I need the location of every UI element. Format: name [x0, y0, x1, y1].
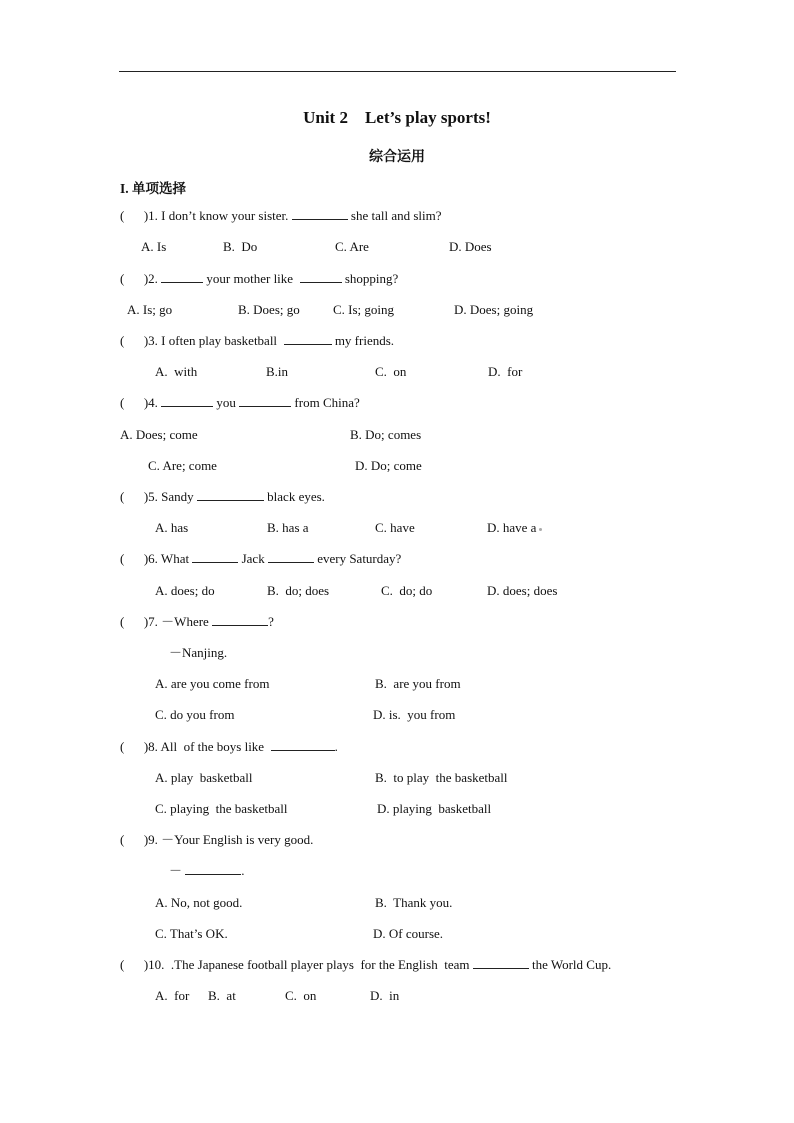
option: C. Are; come — [148, 458, 217, 473]
option: C. on — [285, 988, 317, 1003]
option: D. in — [370, 988, 400, 1003]
option: C. do; do — [381, 583, 433, 598]
answer-blank — [197, 489, 264, 501]
option: C. on — [375, 364, 407, 379]
question-7: ( )7. －Where ? — [120, 614, 274, 629]
answer-blank — [185, 863, 241, 875]
answer-blank — [300, 271, 342, 283]
answer-bracket[interactable]: ( ) — [120, 957, 149, 972]
answer-blank — [161, 271, 203, 283]
option: D. Of course. — [373, 926, 444, 941]
option: B. do; does — [267, 583, 330, 598]
answer-blank — [192, 551, 238, 563]
option: A. play basketball — [155, 770, 253, 785]
answer-bracket[interactable]: ( ) — [120, 739, 149, 754]
option: B. to play the basketball — [375, 770, 508, 785]
answer-blank — [161, 395, 213, 407]
option: D. have a — [487, 520, 542, 536]
page-title: Unit 2 Let’s play sports! — [303, 108, 491, 127]
option: A. with — [155, 364, 198, 379]
question-5: ( )5. Sandy black eyes. — [120, 489, 325, 504]
option: A. Is — [141, 239, 167, 254]
option: B. Does; go — [238, 302, 300, 317]
page-subtitle: 综合运用 — [369, 150, 425, 165]
option: D. is. you from — [373, 707, 456, 722]
option: A. has — [155, 520, 189, 535]
option: B.in — [266, 364, 289, 379]
question-8: ( )8. All of the boys like . — [120, 739, 338, 754]
answer-blank — [284, 333, 332, 345]
option: C. Are — [335, 239, 369, 254]
option: D. Does — [449, 239, 492, 254]
dialogue-reply: － . — [169, 863, 245, 878]
answer-bracket[interactable]: ( ) — [120, 208, 149, 223]
answer-blank — [292, 208, 348, 220]
option: B. has a — [267, 520, 309, 535]
question-6: ( )6. What Jack every Saturday? — [120, 551, 402, 566]
option: B. Do — [223, 239, 258, 254]
option: A. Does; come — [120, 427, 198, 442]
option: C. have — [375, 520, 415, 535]
option: A. are you come from — [155, 676, 270, 691]
answer-bracket[interactable]: ( ) — [120, 395, 149, 410]
answer-bracket[interactable]: ( ) — [120, 614, 149, 629]
section-heading: I. 单项选择 — [120, 181, 187, 196]
option: A. does; do — [155, 583, 215, 598]
option: D. playing basketball — [377, 801, 492, 816]
answer-bracket[interactable]: ( ) — [120, 333, 149, 348]
option: B. Thank you. — [375, 895, 453, 910]
question-1: ( )1. I don’t know your sister. she tall and slim? — [120, 208, 442, 223]
option: D. Do; come — [355, 458, 422, 473]
option: D. does; does — [487, 583, 558, 598]
answer-bracket[interactable]: ( ) — [120, 551, 149, 566]
answer-blank — [268, 551, 314, 563]
answer-blank — [239, 395, 291, 407]
option: A. for — [155, 988, 190, 1003]
mark-dot — [539, 528, 542, 531]
question-4: ( )4. you from China? — [120, 395, 360, 410]
option: B. at — [208, 988, 236, 1003]
option: D. Does; going — [454, 302, 534, 317]
option: C. do you from — [155, 707, 235, 722]
question-3: ( )3. I often play basketball my friends. — [120, 333, 395, 348]
option: C. That’s OK. — [155, 926, 228, 941]
answer-blank — [473, 957, 529, 969]
option: A. Is; go — [127, 302, 173, 317]
option: B. are you from — [375, 676, 461, 691]
option: C. Is; going — [333, 302, 395, 317]
answer-bracket[interactable]: ( ) — [120, 489, 149, 504]
header-rule — [119, 71, 676, 72]
dialogue-reply: －Nanjing. — [169, 645, 228, 660]
option: B. Do; comes — [350, 427, 422, 442]
question-10: ( )10. .The Japanese football player plays for the English team the World Cup. — [120, 957, 612, 972]
option: C. playing the basketball — [155, 801, 288, 816]
answer-blank — [271, 739, 335, 751]
option: A. No, not good. — [155, 895, 243, 910]
option: D. for — [488, 364, 523, 379]
answer-bracket[interactable]: ( ) — [120, 271, 149, 286]
question-9: ( )9. －Your English is very good. — [120, 832, 314, 847]
question-2: ( )2. your mother like shopping? — [120, 271, 399, 286]
answer-blank — [212, 614, 268, 626]
answer-bracket[interactable]: ( ) — [120, 832, 149, 847]
